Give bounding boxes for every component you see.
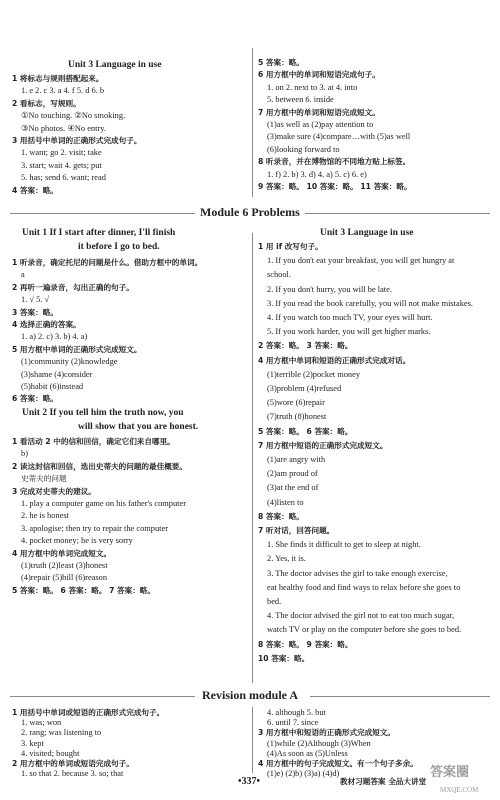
answer-line: 4 答案：略。 bbox=[12, 185, 58, 195]
answer-line: 1. was; won bbox=[21, 718, 62, 728]
column-divider bbox=[252, 48, 253, 197]
answer-line: 6. until 7. since bbox=[267, 718, 319, 728]
answer-line: 10 答案：略。 bbox=[258, 653, 310, 663]
answer-line: 2 读这封信和回信，选出史蒂夫的问题的最佳概要。 bbox=[12, 461, 187, 471]
unit1-heading-line2: it before I go to bed. bbox=[78, 242, 160, 252]
answer-line: 1. play a computer game on his father's computer bbox=[21, 499, 187, 508]
answer-line: 史蒂夫的问题 bbox=[21, 474, 67, 484]
page-number: •337• bbox=[238, 776, 261, 787]
answer-line: 1. She finds it difficult to get to sleep at night. bbox=[267, 540, 421, 550]
answer-line: 4 用方框中的句子完成短文。有一个句子多余。 bbox=[258, 759, 418, 768]
unit2-heading-line1: Unit 2 If you tell him the truth now, you bbox=[22, 408, 184, 418]
answer-line: 8 答案：略。 bbox=[258, 511, 304, 521]
answer-line: 4. visited; bought bbox=[21, 748, 80, 758]
answer-line: (4)As soon as (5)Unless bbox=[267, 748, 348, 758]
answer-line: (2)am proud of bbox=[267, 469, 318, 479]
answer-line: 3 答案：略。 bbox=[12, 307, 58, 317]
answer-line: 1 将标志与规则搭配起来。 bbox=[12, 74, 104, 83]
watermark-sub: MXQE.COM bbox=[440, 786, 479, 794]
answer-line: (1)truth (2)least (3)honest bbox=[21, 561, 108, 570]
rule-left bbox=[10, 213, 195, 214]
answer-line: 3. If you read the book carefully, you will not make mistakes. bbox=[267, 298, 473, 308]
answer-line: 4 选择正确的答案。 bbox=[12, 320, 81, 329]
answer-line: 1 听录音，确定托尼的问题是什么。借助方框中的单词。 bbox=[12, 258, 203, 267]
answer-line: (1)while (2)Although (3)When bbox=[267, 738, 371, 748]
answer-line: bed. bbox=[267, 597, 282, 606]
answer-line: 3 用括号中单词的正确形式完成句子。 bbox=[12, 136, 142, 145]
answer-line: 5. between 6. inside bbox=[267, 95, 334, 105]
answer-line: 6 用方框中的单词和短语完成句子。 bbox=[258, 70, 380, 80]
rule-rev-left bbox=[10, 696, 195, 697]
left-unit3-heading: Unit 3 Language in use bbox=[68, 60, 162, 70]
footer-text: 教材习题答案 全品大讲堂 bbox=[340, 777, 427, 786]
answer-line: 1. a) 2. c) 3. b) 4. a) bbox=[21, 332, 88, 342]
answer-line: (6)looking forward to bbox=[267, 144, 340, 154]
answer-line: 2. he is honest bbox=[21, 511, 69, 521]
answer-line: school. bbox=[267, 270, 291, 280]
answer-line: ①No touching. ②No smoking. bbox=[21, 111, 126, 121]
answer-line: 4. although 5. but bbox=[267, 708, 326, 717]
answer-line: 1. f) 2. b) 3. d) 4. a) 5. c) 6. e) bbox=[267, 169, 367, 179]
answer-line: 3. apologise; then try to repair the computer bbox=[21, 523, 168, 533]
answer-line: 2. If you don't hurry, you will be late. bbox=[267, 284, 392, 294]
unit3-heading: Unit 3 Language in use bbox=[320, 228, 414, 238]
answer-line: 4. pocket money; he is very sorry bbox=[21, 536, 133, 546]
answer-line: (5)habit (6)instead bbox=[21, 382, 84, 391]
column-divider-2 bbox=[252, 233, 253, 683]
answer-line: watch TV or play on the computer before she goes to bed. bbox=[267, 625, 462, 635]
answer-line: eat healthy food and find ways to relax before she goes to bbox=[267, 582, 461, 592]
answer-line: 2 答案：略。 3 答案：略。 bbox=[258, 341, 353, 351]
answer-line: (4)listen to bbox=[267, 497, 304, 507]
answer-line: 2 再听一遍录音，勾出正确的句子。 bbox=[12, 282, 134, 292]
answer-line: 1. on 2. next to 3. at 4. into bbox=[267, 82, 358, 92]
answer-line: 1. √ 5. √ bbox=[21, 295, 50, 305]
rule-rev-right bbox=[310, 696, 490, 697]
column-divider-3 bbox=[252, 707, 253, 773]
answer-line: 1. e 2. c 3. a 4. f 5. d 6. b bbox=[21, 86, 105, 96]
answer-line: (1)are angry with bbox=[267, 455, 326, 464]
answer-line: 3 完成对史蒂夫的建议。 bbox=[12, 486, 96, 496]
answer-line: (1)e) (2)b) (3)a) (4)d) bbox=[267, 769, 340, 779]
answer-line: (1)community (2)knowledge bbox=[21, 357, 118, 367]
answer-line: 8 答案：略。 9 答案：略。 bbox=[258, 639, 353, 649]
answer-line: 9 答案：略。 10 答案：略。 11 答案：略。 bbox=[258, 182, 412, 191]
answer-line: (3)make sure (4)compare…with (5)as well bbox=[267, 132, 411, 142]
answer-line: 3. start; wait 4. gets; put bbox=[21, 160, 102, 170]
answer-line: 4 用方框中单词和短语的正确形式完成对话。 bbox=[258, 355, 411, 365]
answer-line: 3. kept bbox=[21, 738, 44, 748]
answer-line: 5. has; send 6. want; read bbox=[21, 173, 106, 183]
module6-title: Module 6 Problems bbox=[200, 205, 300, 219]
revision-title: Revision module A bbox=[202, 688, 299, 702]
answer-line: 4. If you watch too much TV, your eyes will hurt. bbox=[267, 313, 433, 322]
answer-line: 5 答案：略。 6 答案：略。 bbox=[258, 426, 353, 436]
answer-line: (3)shame (4)consider bbox=[21, 369, 93, 379]
answer-line: ③No photos. ④No entry. bbox=[21, 123, 106, 133]
answer-line: 5. If you work harder, you will get higher marks. bbox=[267, 327, 431, 337]
answer-line: 3 用方框中和短语的正确形式完成短文。 bbox=[258, 728, 396, 738]
answer-line: 2 用方框中的单词或短语完成句子。 bbox=[12, 759, 134, 768]
answer-line: 5 答案：略。 bbox=[258, 58, 304, 67]
unit1-heading-line1: Unit 1 If I start after dinner, I'll finish bbox=[22, 228, 176, 238]
answer-line: 4. The doctor advised the girl not to eat too much sugar, bbox=[267, 611, 455, 621]
answer-line: (1)terrible (2)pocket money bbox=[267, 369, 361, 379]
answer-line: 7 用方框中的单词和短语完成短文。 bbox=[258, 107, 380, 117]
answer-line: a bbox=[21, 270, 25, 280]
answer-line: 2. Yes, it is. bbox=[267, 554, 306, 564]
answer-line: 1 用括号中单词或短语的正确形式完成句子。 bbox=[12, 708, 165, 717]
answer-line: 5 答案：略。 6 答案：略。 7 答案：略。 bbox=[12, 585, 155, 595]
answer-line: (7)truth (8)honest bbox=[267, 412, 327, 422]
answer-line: 2 看标志，写规则。 bbox=[12, 98, 81, 108]
answer-line: (1)as well as (2)pay attention to bbox=[267, 120, 374, 129]
answer-line: 3. The doctor advises the girl to take enough exercise, bbox=[267, 568, 448, 578]
answer-line: (3)problem (4)refused bbox=[267, 384, 342, 393]
rule-right bbox=[305, 213, 490, 214]
answer-line: (4)repair (5)bill (6)reason bbox=[21, 573, 108, 583]
answer-line: 1. If you don't eat your breakfast, you will get hungry at bbox=[267, 256, 455, 266]
answer-line: 6 答案：略。 bbox=[12, 394, 58, 404]
answer-line: 2. rang; was listening to bbox=[21, 728, 102, 738]
answer-line: 1 用 if 改写句子。 bbox=[258, 242, 323, 251]
answer-line: (3)at the end of bbox=[267, 483, 319, 493]
unit2-heading-line2: will show that you are honest. bbox=[78, 422, 199, 432]
answer-line: 1 看活动 2 中的信和回信，确定它们来自哪里。 bbox=[12, 437, 175, 446]
answer-line: 8 听录音，并在博物馆的不同地方贴上标签。 bbox=[258, 157, 411, 167]
watermark-logo: 答案圈 bbox=[430, 765, 470, 780]
answer-line: 7 听对话，回答问题。 bbox=[258, 526, 335, 535]
answer-line: 5 用方框中单词的正确形式完成短文。 bbox=[12, 344, 142, 354]
answer-line: 1. want; go 2. visit; take bbox=[21, 148, 102, 158]
answer-line: 4 用方框中的单词完成短文。 bbox=[12, 548, 112, 558]
answer-line: 7 用方框中短语的正确形式完成短文。 bbox=[258, 440, 388, 450]
answer-line: b) bbox=[21, 449, 28, 459]
answer-line: (5)wore (6)repair bbox=[267, 398, 325, 408]
answer-line: 1. so that 2. because 3. so; that bbox=[21, 769, 124, 779]
